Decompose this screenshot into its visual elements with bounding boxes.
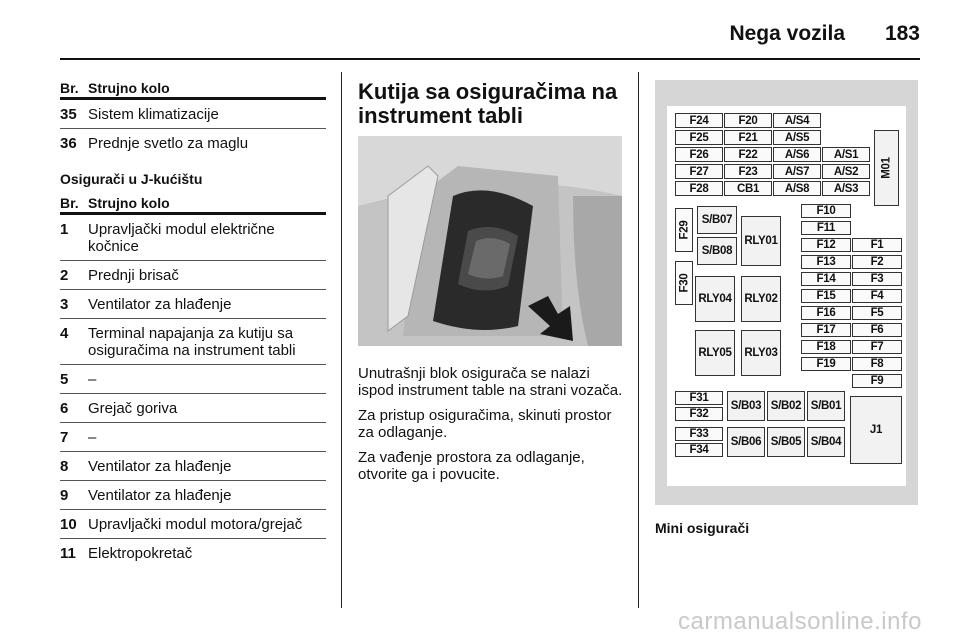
fuse-F21: F21 — [724, 130, 772, 145]
fuse-F1: F1 — [852, 238, 902, 252]
relay-RLY04: RLY04 — [695, 276, 735, 322]
fuse-F27: F27 — [675, 164, 723, 179]
table-row — [60, 261, 326, 290]
fuse-label: F30 — [678, 273, 691, 293]
circuit-name: Prednji brisač — [88, 267, 179, 284]
fuse-F2: F2 — [852, 255, 902, 269]
table-row — [60, 319, 326, 365]
fuse-F7: F7 — [852, 340, 902, 354]
fuse-AS8: A/S8 — [773, 181, 821, 196]
fuse-F29 — [675, 208, 693, 252]
table-row — [60, 481, 326, 510]
article-body — [358, 365, 624, 491]
fuse-AS1: A/S1 — [822, 147, 870, 162]
fuse-F26: F26 — [675, 147, 723, 162]
fuse-F18: F18 — [801, 340, 851, 354]
fuse-F17: F17 — [801, 323, 851, 337]
fuse-AS2: A/S2 — [822, 164, 870, 179]
fuse-panel — [667, 106, 906, 486]
fuse-number: 35 — [60, 106, 77, 123]
table-row — [60, 394, 326, 423]
fuse-number: 6 — [60, 400, 69, 417]
watermark: carmanualsonline.info — [678, 608, 922, 635]
fuse-F6: F6 — [852, 323, 902, 337]
fuse-AS7: A/S7 — [773, 164, 821, 179]
circuit-name: – — [88, 371, 97, 388]
fuse-SB08: S/B08 — [697, 237, 737, 265]
fuse-F22: F22 — [724, 147, 772, 162]
col-no-header: Br. — [60, 195, 79, 211]
fuse-number: 8 — [60, 458, 69, 475]
middle-column — [358, 79, 624, 483]
fuse-F31: F31 — [675, 391, 723, 405]
fuse-F13: F13 — [801, 255, 851, 269]
circuit-name: Ventilator za hlađenje — [88, 458, 232, 475]
fuse-F8: F8 — [852, 357, 902, 371]
fuse-F34: F34 — [675, 443, 723, 457]
section-heading: Osigurači u J-kućištu — [60, 171, 203, 187]
relay-RLY02: RLY02 — [741, 276, 781, 322]
paragraph: Za vađenje prostora za odlaganje, otvorite ga i povucite. — [358, 449, 585, 483]
circuit-name: Ventilator za hlađenje — [88, 487, 232, 504]
header-rule — [60, 58, 920, 60]
column-divider-right — [638, 72, 639, 608]
fuse-number: 3 — [60, 296, 69, 313]
fuse-F15: F15 — [801, 289, 851, 303]
fuse-number: 7 — [60, 429, 69, 446]
fuse-box-diagram — [655, 80, 918, 505]
paragraph: Za pristup osiguračima, skinuti prostor za odlaganje. — [358, 407, 612, 441]
article-title: Kutija sa osiguračima na instrument tabli — [358, 79, 618, 128]
fuse-number: 1 — [60, 221, 69, 238]
fuse-F14: F14 — [801, 272, 851, 286]
circuit-name: Terminal napajanja za kutiju sa osiguračima na instrument tabli — [88, 325, 296, 359]
fuse-AS4: A/S4 — [773, 113, 821, 128]
table-row — [60, 129, 326, 157]
table-row — [60, 539, 326, 567]
circuit-name: Grejač goriva — [88, 400, 178, 417]
fuse-SB04: S/B04 — [807, 427, 845, 457]
page-number: 183 — [884, 22, 920, 45]
glovebox-illustration — [358, 136, 622, 346]
fuse-F28: F28 — [675, 181, 723, 196]
fuse-SB07: S/B07 — [697, 206, 737, 234]
fuse-SB06: S/B06 — [727, 427, 765, 457]
col-circuit-header: Strujno kolo — [88, 195, 170, 211]
table2-header — [60, 195, 326, 215]
page-header — [0, 0, 960, 60]
table-row — [60, 423, 326, 452]
fuse-CB1: CB1 — [724, 181, 772, 196]
figure-caption: Mini osigurači — [655, 520, 750, 536]
circuit-name: Prednje svetlo za maglu — [88, 135, 249, 152]
fuse-F19: F19 — [801, 357, 851, 371]
fuse-SB05: S/B05 — [767, 427, 805, 457]
fuse-F12: F12 — [801, 238, 851, 252]
table-row — [60, 365, 326, 394]
fuse-F20: F20 — [724, 113, 772, 128]
fuse-F33: F33 — [675, 427, 723, 441]
circuit-name: Upravljački modul električne kočnice — [88, 221, 275, 255]
left-column — [60, 80, 326, 567]
fuse-AS5: A/S5 — [773, 130, 821, 145]
circuit-name: – — [88, 429, 97, 446]
table-row — [60, 290, 326, 319]
section-title: Nega vozila — [729, 22, 845, 45]
col-circuit-header: Strujno kolo — [88, 80, 170, 96]
fuse-SB02: S/B02 — [767, 391, 805, 421]
relay-RLY03: RLY03 — [741, 330, 781, 376]
fuse-AS6: A/S6 — [773, 147, 821, 162]
table-row — [60, 452, 326, 481]
fuse-F32: F32 — [675, 407, 723, 421]
circuit-name: Upravljački modul motora/grejač — [88, 516, 303, 533]
paragraph: Unutrašnji blok osigurača se nalazi ispod instrument table na strani vozača. — [358, 365, 623, 399]
fuse-F11: F11 — [801, 221, 851, 235]
fuse-F10: F10 — [801, 204, 851, 218]
fuse-label: M01 — [880, 157, 893, 179]
circuit-name: Sistem klimatizacije — [88, 106, 219, 123]
table1-header — [60, 80, 326, 100]
fuse-number: 2 — [60, 267, 69, 284]
table-row — [60, 510, 326, 539]
fuse-F25: F25 — [675, 130, 723, 145]
fuse-F24: F24 — [675, 113, 723, 128]
fuse-F16: F16 — [801, 306, 851, 320]
relay-RLY05: RLY05 — [695, 330, 735, 376]
fuse-F4: F4 — [852, 289, 902, 303]
fuse-F9: F9 — [852, 374, 902, 388]
table-row — [60, 100, 326, 129]
fuse-M01 — [874, 130, 899, 206]
fuse-F30 — [675, 261, 693, 305]
column-divider-left — [341, 72, 342, 608]
connector-J1: J1 — [850, 396, 902, 464]
fuse-F23: F23 — [724, 164, 772, 179]
fuse-number: 10 — [60, 516, 77, 533]
fuse-number: 4 — [60, 325, 69, 342]
fuse-SB01: S/B01 — [807, 391, 845, 421]
fuse-label: F29 — [678, 220, 691, 240]
col-no-header: Br. — [60, 80, 79, 96]
fuse-number: 5 — [60, 371, 69, 388]
circuit-name: Ventilator za hlađenje — [88, 296, 232, 313]
fuse-F3: F3 — [852, 272, 902, 286]
glovebox-photo — [358, 136, 622, 346]
relay-RLY01: RLY01 — [741, 216, 781, 266]
fuse-number: 11 — [60, 545, 76, 562]
fuse-SB03: S/B03 — [727, 391, 765, 421]
circuit-name: Elektropokretač — [88, 545, 193, 562]
fuse-AS3: A/S3 — [822, 181, 870, 196]
table-row — [60, 215, 326, 261]
fuse-F5: F5 — [852, 306, 902, 320]
fuse-number: 36 — [60, 135, 77, 152]
fuse-number: 9 — [60, 487, 69, 504]
